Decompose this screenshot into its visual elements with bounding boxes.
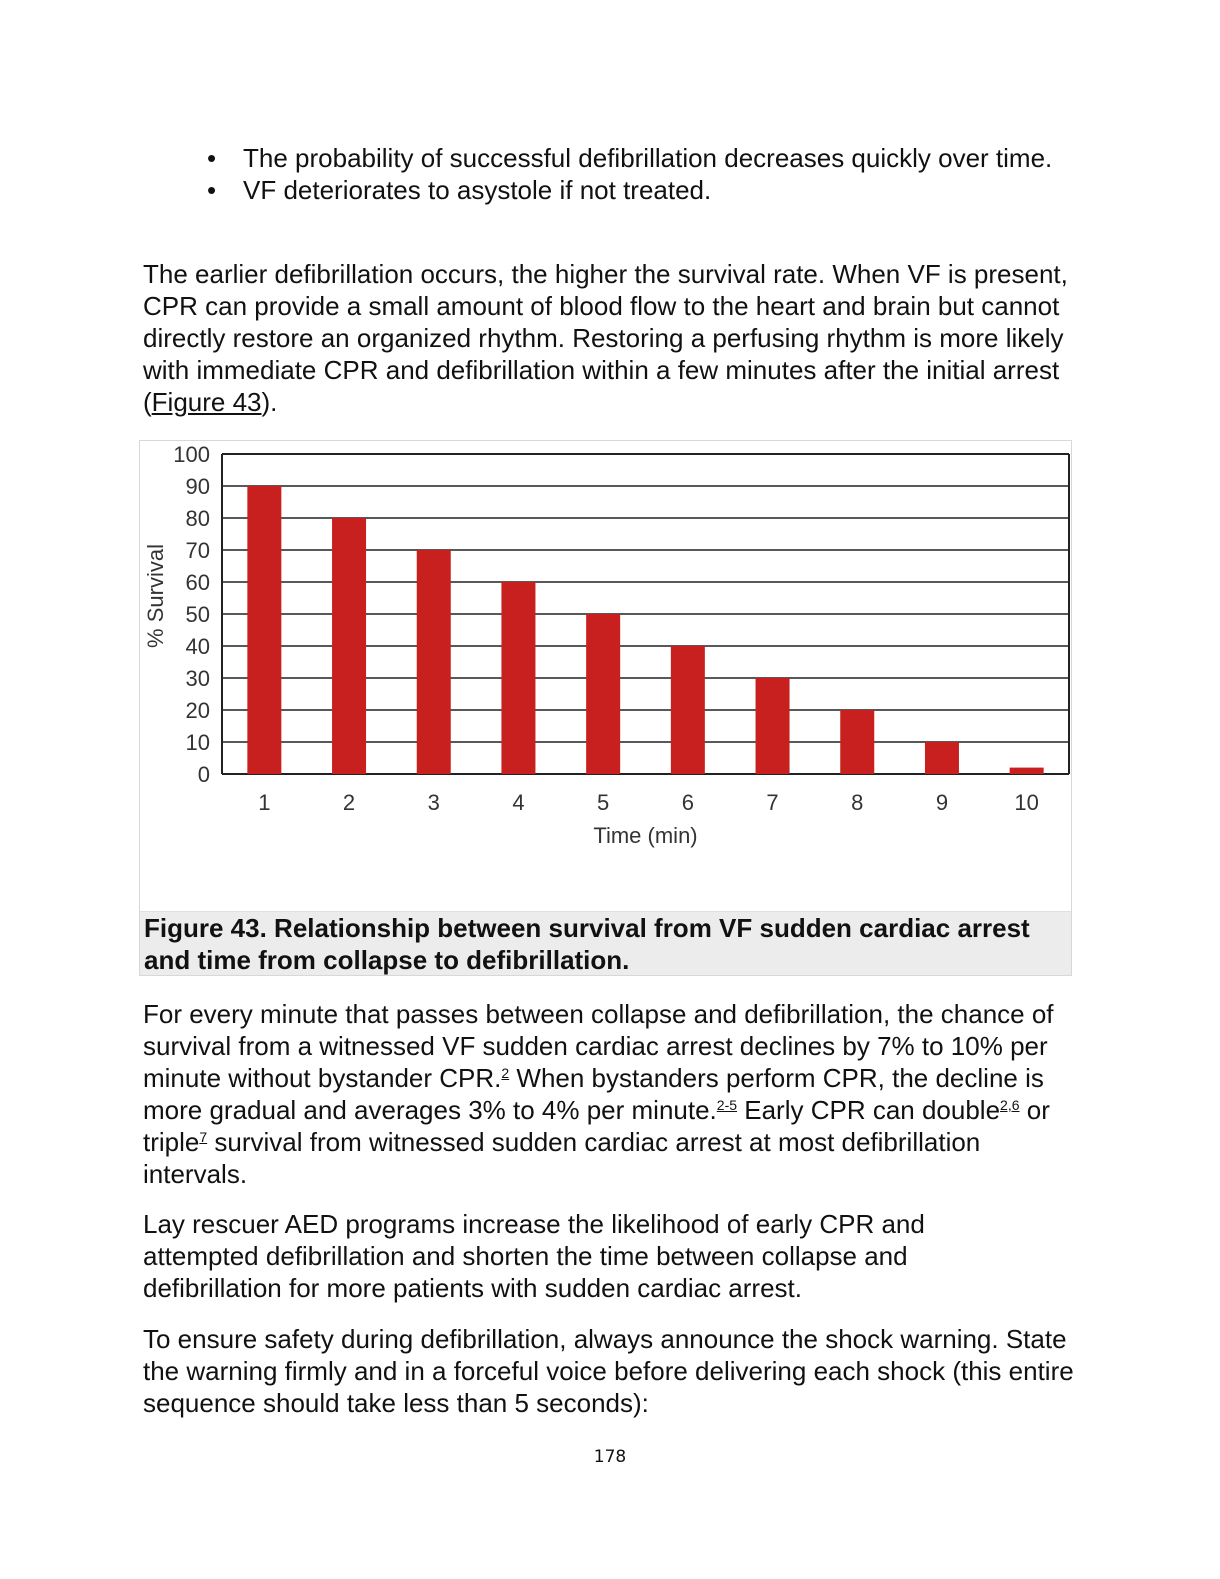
bar bbox=[1010, 768, 1044, 774]
bullet-icon: • bbox=[207, 175, 217, 205]
bullet-text: VF deteriorates to asystole if not treated. bbox=[243, 175, 712, 205]
bullet-icon: • bbox=[207, 143, 217, 173]
bar bbox=[756, 678, 790, 774]
paragraph-aed-programs: Lay rescuer AED programs increase the likelihood of early CPR and attempted defibrillation and shorten the time between collapse and defibrillation for more patients with sudden cardiac arrest. bbox=[143, 1209, 925, 1303]
x-axis-label: Time (min) bbox=[593, 823, 698, 848]
x-tick-label: 2 bbox=[342, 790, 356, 815]
bar bbox=[840, 710, 874, 774]
bar bbox=[586, 614, 620, 774]
x-tick-label: 4 bbox=[512, 790, 525, 815]
paragraph-text: For every minute that passes between collapse and defibrillation, the chance of survival from a witnessed VF sudden cardiac arrest declines by 7% to 10% per minute without bystander CPR. bbox=[143, 999, 1054, 1093]
x-tick-label: 6 bbox=[681, 790, 694, 815]
bullet-text: The probability of successful defibrillation decreases quickly over time. bbox=[243, 143, 1053, 173]
y-axis-label: % Survival bbox=[143, 544, 168, 648]
figure-43-link[interactable]: Figure 43 bbox=[151, 387, 262, 417]
paragraph-text: or triple bbox=[143, 1095, 1050, 1157]
bar bbox=[247, 486, 281, 774]
paragraph-text: The earlier defibrillation occurs, the higher the survival rate. When VF is present, CPR can provide a small amount of blood flow to the heart and brain but cannot directly restore an organized rhythm. Restoring a perfusing rhythm is more likely with immediate CPR and defibrillation within a few minutes after the initial arrest ( bbox=[143, 259, 1068, 417]
paragraph-text: ). bbox=[261, 387, 278, 417]
y-tick-label: 40 bbox=[185, 634, 210, 659]
paragraph-text: When bystanders perform CPR, the decline is more gradual and averages 3% to 4% per minute. bbox=[143, 1063, 1044, 1125]
bar bbox=[332, 518, 366, 774]
reference-link[interactable]: 2,6 bbox=[1000, 1097, 1020, 1113]
bar bbox=[417, 550, 451, 774]
paragraph-shock-warning: To ensure safety during defibrillation, always announce the shock warning. State the warning firmly and in a forceful voice before delivering each shock (this entire sequence should take less than 5 seconds): bbox=[143, 1324, 1074, 1418]
figure-caption: Figure 43. Relationship between survival from VF sudden cardiac arrest and time from collapse to defibrillation. bbox=[140, 911, 1071, 975]
x-tick-label: 3 bbox=[427, 790, 440, 815]
paragraph-text: survival from witnessed sudden cardiac arrest at most defibrillation intervals. bbox=[143, 1127, 981, 1189]
reference-link[interactable]: 2-5 bbox=[716, 1097, 738, 1113]
y-tick-label: 20 bbox=[185, 698, 210, 723]
y-tick-label: 10 bbox=[185, 730, 210, 755]
bar bbox=[501, 582, 535, 774]
paragraph-text: Early CPR can double bbox=[737, 1095, 1001, 1125]
x-tick-label: 8 bbox=[851, 790, 864, 815]
y-tick-label: 50 bbox=[185, 602, 210, 627]
x-tick-label: 5 bbox=[597, 790, 610, 815]
y-tick-label: 80 bbox=[185, 506, 210, 531]
page-number: 178 bbox=[593, 1447, 627, 1467]
x-tick-label: 7 bbox=[766, 790, 779, 815]
bar bbox=[925, 742, 959, 774]
paragraph-survival-decline bbox=[143, 998, 1078, 1190]
reference-link[interactable]: 2 bbox=[501, 1065, 510, 1081]
x-tick-label: 9 bbox=[935, 790, 949, 815]
y-tick-label: 0 bbox=[197, 762, 210, 787]
y-tick-label: 90 bbox=[185, 474, 210, 499]
x-tick-label: 1 bbox=[258, 790, 271, 815]
y-tick-label: 60 bbox=[185, 570, 210, 595]
reference-link[interactable]: 7 bbox=[199, 1129, 208, 1145]
y-tick-label: 30 bbox=[185, 666, 210, 691]
y-tick-label: 100 bbox=[173, 442, 210, 467]
x-tick-label: 10 bbox=[1014, 790, 1039, 815]
bar bbox=[671, 646, 705, 774]
y-tick-label: 70 bbox=[185, 538, 210, 563]
